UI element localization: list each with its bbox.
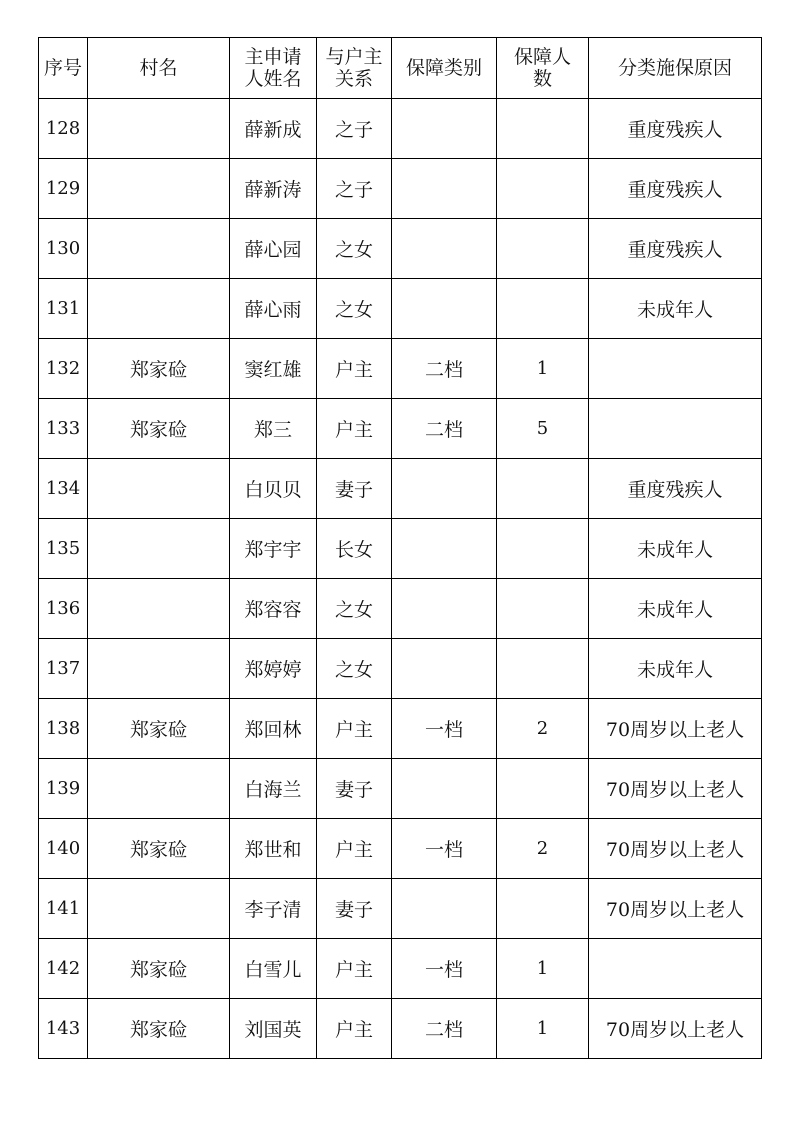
cell-index: 133 — [39, 399, 88, 459]
cell-category: 二档 — [392, 999, 497, 1059]
cell-reason — [589, 399, 762, 459]
cell-relation: 户主 — [317, 339, 392, 399]
table-row — [39, 519, 762, 579]
cell-category: 一档 — [392, 939, 497, 999]
cell-applicant-name: 郑宇宇 — [230, 519, 317, 579]
cell-applicant-name: 郑婷婷 — [230, 639, 317, 699]
subsistence-allowance-table — [38, 37, 762, 1059]
cell-applicant-name: 窦红雄 — [230, 339, 317, 399]
cell-category — [392, 759, 497, 819]
cell-village: 郑家硷 — [88, 699, 230, 759]
cell-village: 郑家硷 — [88, 399, 230, 459]
cell-index: 136 — [39, 579, 88, 639]
cell-category — [392, 639, 497, 699]
cell-relation: 之女 — [317, 579, 392, 639]
cell-index: 134 — [39, 459, 88, 519]
cell-count: 2 — [497, 699, 589, 759]
cell-relation: 户主 — [317, 999, 392, 1059]
cell-index: 137 — [39, 639, 88, 699]
cell-category: 一档 — [392, 819, 497, 879]
cell-applicant-name: 李子清 — [230, 879, 317, 939]
cell-relation: 户主 — [317, 819, 392, 879]
header-reason: 分类施保原因 — [589, 38, 762, 99]
cell-category: 二档 — [392, 399, 497, 459]
cell-category — [392, 579, 497, 639]
cell-index: 135 — [39, 519, 88, 579]
cell-count: 1 — [497, 999, 589, 1059]
table-row — [39, 879, 762, 939]
table-row — [39, 459, 762, 519]
cell-count — [497, 879, 589, 939]
cell-index: 129 — [39, 159, 88, 219]
table-row — [39, 699, 762, 759]
cell-reason: 70周岁以上老人 — [589, 819, 762, 879]
cell-index: 131 — [39, 279, 88, 339]
cell-count — [497, 219, 589, 279]
cell-relation: 户主 — [317, 399, 392, 459]
cell-reason — [589, 339, 762, 399]
cell-count — [497, 639, 589, 699]
cell-reason: 重度残疾人 — [589, 99, 762, 159]
cell-applicant-name: 郑容容 — [230, 579, 317, 639]
cell-category — [392, 159, 497, 219]
header-village: 村名 — [88, 38, 230, 99]
cell-village — [88, 759, 230, 819]
header-row — [39, 38, 762, 99]
cell-count — [497, 459, 589, 519]
cell-index: 132 — [39, 339, 88, 399]
table-row — [39, 759, 762, 819]
cell-count: 1 — [497, 339, 589, 399]
cell-relation: 妻子 — [317, 459, 392, 519]
header-relation — [317, 38, 392, 99]
cell-index: 138 — [39, 699, 88, 759]
cell-count — [497, 579, 589, 639]
cell-applicant-name: 郑世和 — [230, 819, 317, 879]
cell-reason: 70周岁以上老人 — [589, 759, 762, 819]
cell-count: 2 — [497, 819, 589, 879]
cell-index: 142 — [39, 939, 88, 999]
cell-relation: 户主 — [317, 699, 392, 759]
cell-applicant-name: 郑三 — [230, 399, 317, 459]
cell-applicant-name: 刘国英 — [230, 999, 317, 1059]
cell-index: 141 — [39, 879, 88, 939]
cell-count — [497, 159, 589, 219]
cell-village: 郑家硷 — [88, 819, 230, 879]
cell-count — [497, 519, 589, 579]
cell-count — [497, 99, 589, 159]
table-row — [39, 399, 762, 459]
cell-relation: 之女 — [317, 219, 392, 279]
cell-relation: 之子 — [317, 99, 392, 159]
cell-relation: 妻子 — [317, 879, 392, 939]
cell-village — [88, 99, 230, 159]
header-applicant-line1: 主申请 — [244, 46, 302, 68]
cell-category — [392, 99, 497, 159]
table-row — [39, 939, 762, 999]
header-relation-line2: 关系 — [334, 68, 373, 90]
cell-reason: 未成年人 — [589, 279, 762, 339]
cell-reason: 70周岁以上老人 — [589, 699, 762, 759]
cell-relation: 之女 — [317, 279, 392, 339]
cell-village: 郑家硷 — [88, 999, 230, 1059]
cell-index: 140 — [39, 819, 88, 879]
table-row — [39, 579, 762, 639]
cell-relation: 长女 — [317, 519, 392, 579]
cell-reason: 重度残疾人 — [589, 159, 762, 219]
header-applicant-name — [230, 38, 317, 99]
header-applicant-line2: 人姓名 — [244, 68, 302, 90]
cell-reason: 未成年人 — [589, 579, 762, 639]
cell-applicant-name: 薛新成 — [230, 99, 317, 159]
cell-village — [88, 159, 230, 219]
header-count-line2: 数 — [532, 68, 552, 90]
cell-applicant-name: 白雪儿 — [230, 939, 317, 999]
cell-reason: 重度残疾人 — [589, 459, 762, 519]
cell-village — [88, 519, 230, 579]
cell-applicant-name: 薛新涛 — [230, 159, 317, 219]
cell-reason — [589, 939, 762, 999]
cell-relation: 妻子 — [317, 759, 392, 819]
table-row — [39, 99, 762, 159]
cell-village: 郑家硷 — [88, 339, 230, 399]
header-category: 保障类别 — [392, 38, 497, 99]
cell-category — [392, 879, 497, 939]
cell-relation: 之子 — [317, 159, 392, 219]
cell-index: 139 — [39, 759, 88, 819]
cell-village — [88, 639, 230, 699]
cell-applicant-name: 白贝贝 — [230, 459, 317, 519]
table-row — [39, 819, 762, 879]
cell-reason: 70周岁以上老人 — [589, 879, 762, 939]
table-row — [39, 219, 762, 279]
table-row — [39, 999, 762, 1059]
cell-category: 二档 — [392, 339, 497, 399]
cell-village — [88, 279, 230, 339]
cell-category — [392, 519, 497, 579]
cell-reason: 未成年人 — [589, 519, 762, 579]
cell-category: 一档 — [392, 699, 497, 759]
cell-applicant-name: 薛心园 — [230, 219, 317, 279]
table-row — [39, 339, 762, 399]
table-row — [39, 159, 762, 219]
cell-category — [392, 459, 497, 519]
cell-applicant-name: 郑回林 — [230, 699, 317, 759]
cell-category — [392, 279, 497, 339]
cell-reason: 70周岁以上老人 — [589, 999, 762, 1059]
cell-village — [88, 579, 230, 639]
cell-count: 5 — [497, 399, 589, 459]
table-row — [39, 639, 762, 699]
cell-reason: 未成年人 — [589, 639, 762, 699]
header-count — [497, 38, 589, 99]
cell-reason: 重度残疾人 — [589, 219, 762, 279]
cell-applicant-name: 白海兰 — [230, 759, 317, 819]
cell-count — [497, 279, 589, 339]
cell-applicant-name: 薛心雨 — [230, 279, 317, 339]
cell-count — [497, 759, 589, 819]
cell-index: 130 — [39, 219, 88, 279]
cell-count: 1 — [497, 939, 589, 999]
cell-village — [88, 879, 230, 939]
table-row — [39, 279, 762, 339]
cell-village — [88, 459, 230, 519]
cell-village: 郑家硷 — [88, 939, 230, 999]
header-index: 序号 — [39, 38, 88, 99]
cell-category — [392, 219, 497, 279]
header-relation-line1: 与户主 — [325, 46, 383, 68]
cell-index: 143 — [39, 999, 88, 1059]
cell-relation: 户主 — [317, 939, 392, 999]
cell-relation: 之女 — [317, 639, 392, 699]
header-count-line1: 保障人 — [513, 46, 571, 68]
table-body — [39, 99, 762, 1059]
cell-village — [88, 219, 230, 279]
cell-index: 128 — [39, 99, 88, 159]
